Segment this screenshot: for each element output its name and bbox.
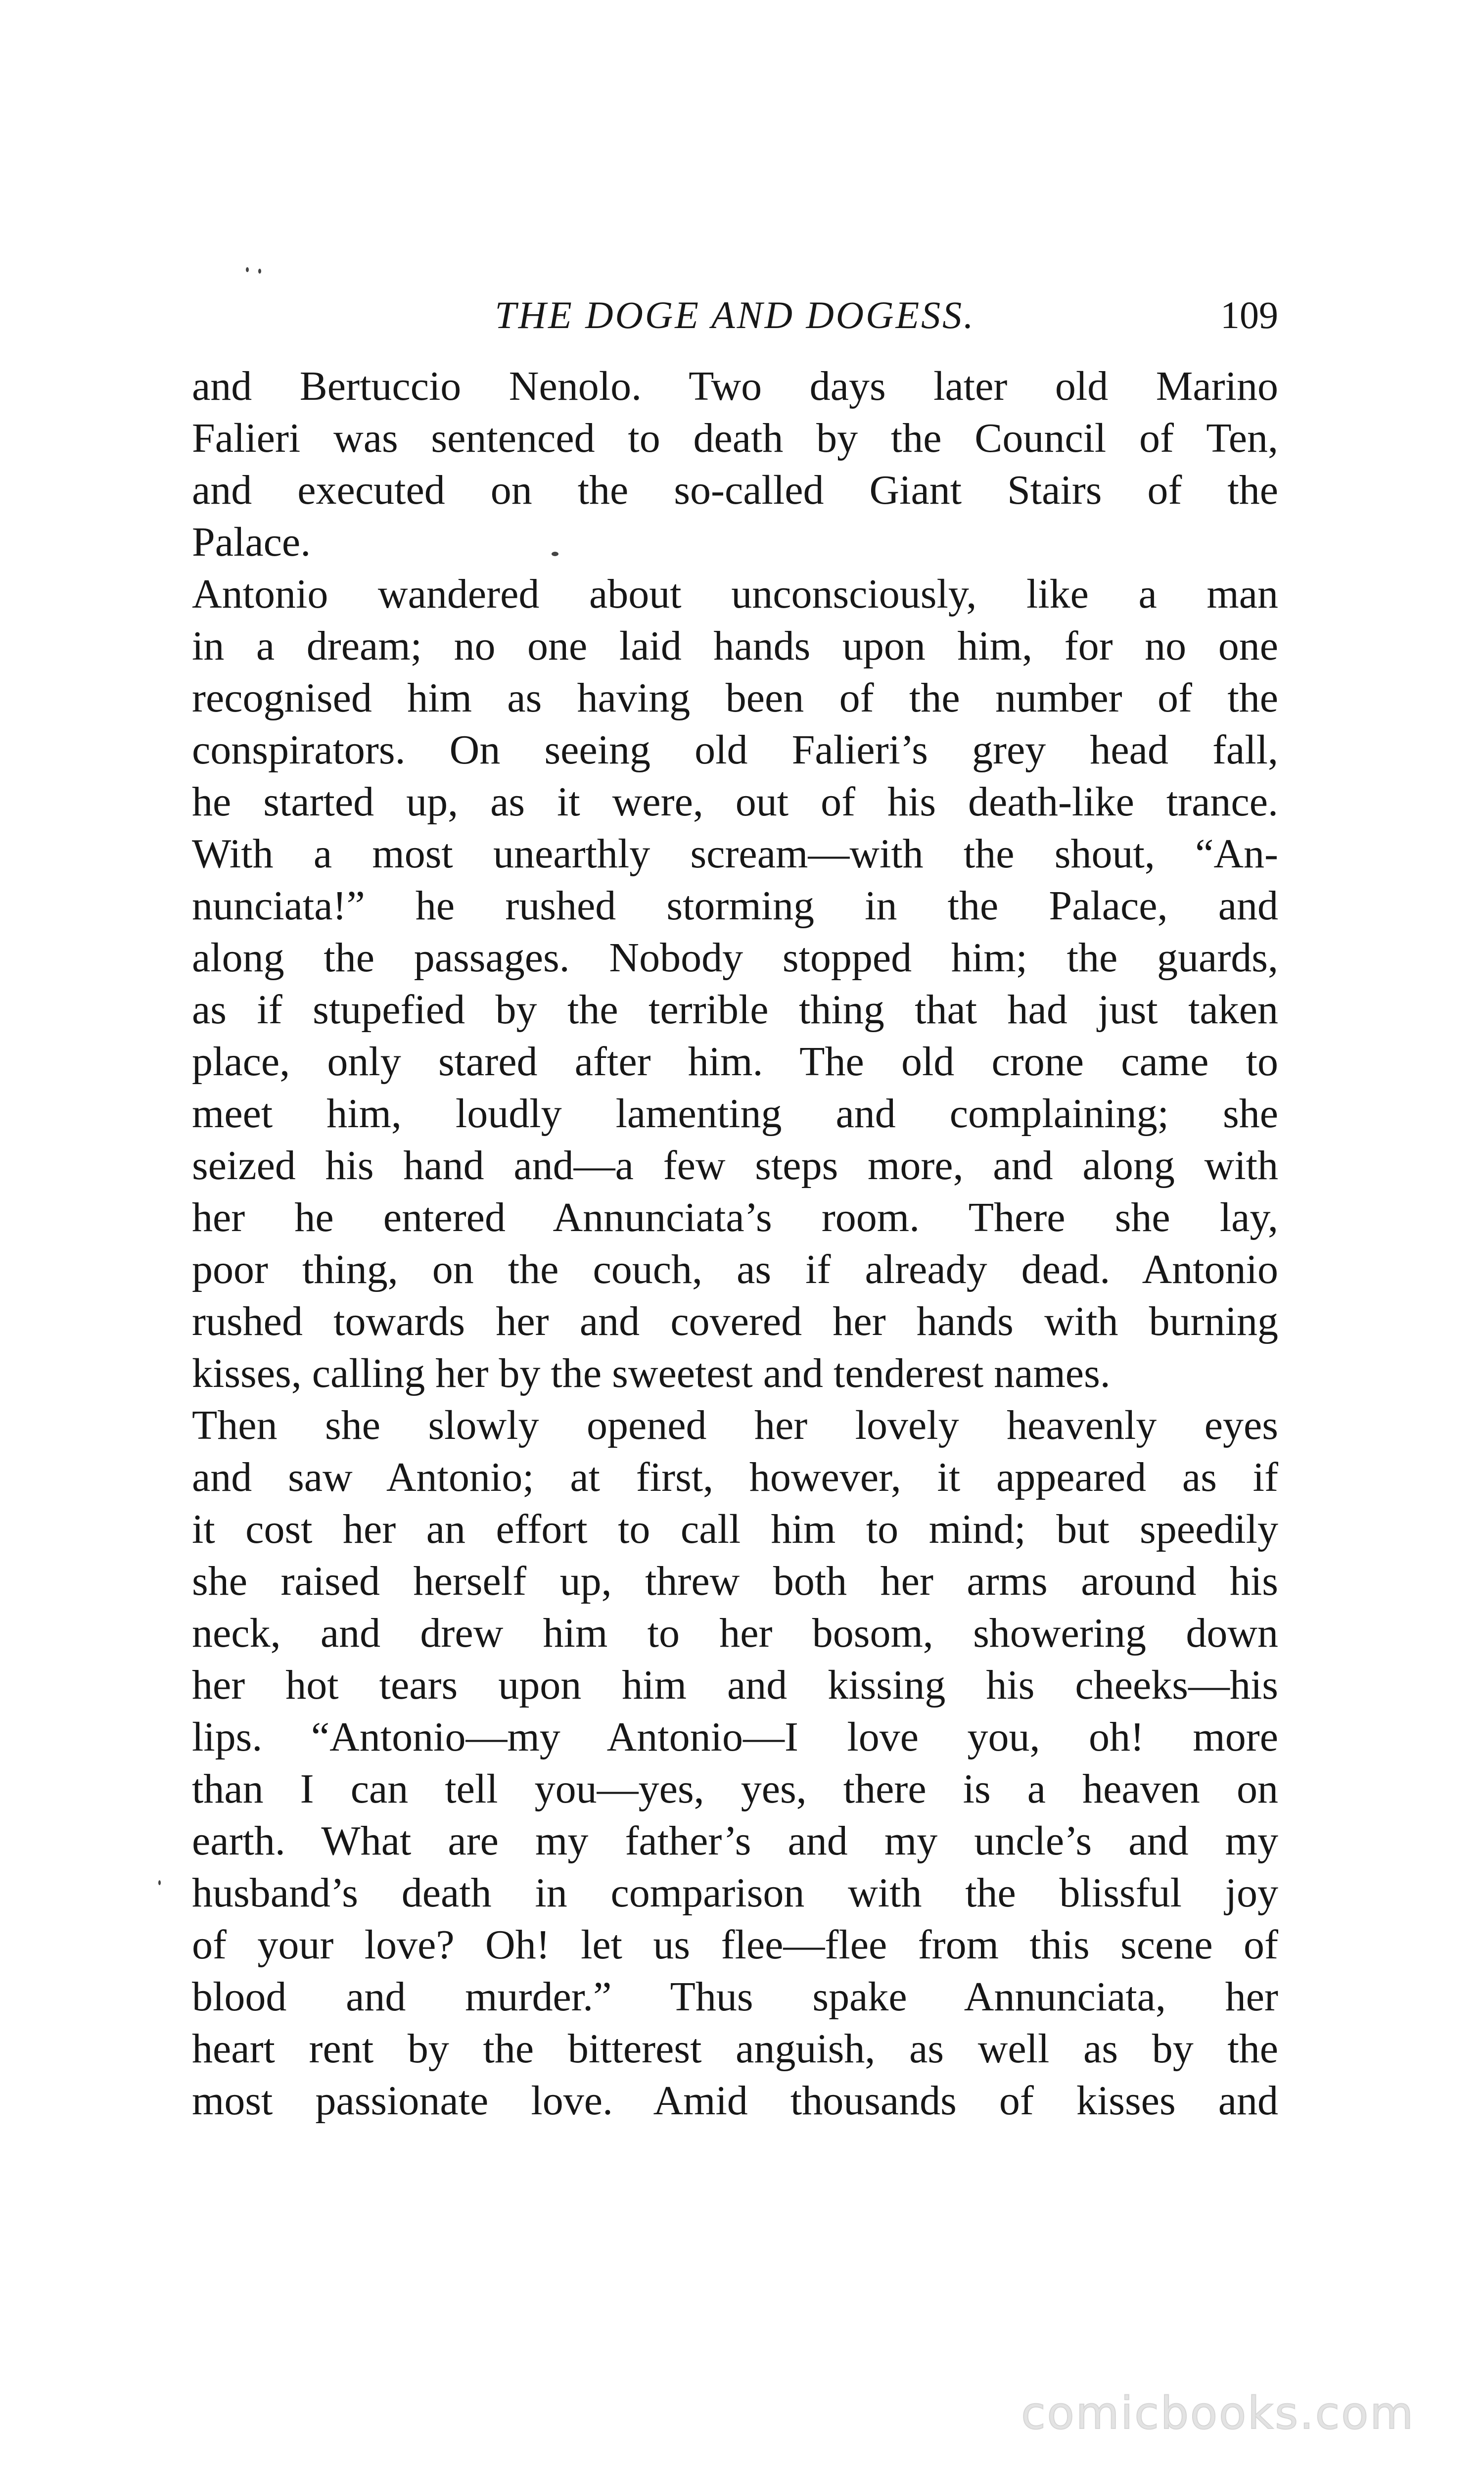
text-line: neck, and drew him to her bosom, showering down bbox=[192, 1610, 1278, 1656]
text-line: meet him, loudly lamenting and complaining; she bbox=[192, 1091, 1278, 1137]
text-line: most passionate love. Amid thousands of kisses and bbox=[192, 2078, 1278, 2124]
text-line: than I can tell you—yes, yes, there is a heaven on bbox=[192, 1766, 1278, 1812]
paragraph-start-line: Then she slowly opened her lovely heavenly eyes bbox=[192, 1402, 1278, 1448]
text-line: she raised herself up, threw both her arms around his bbox=[192, 1558, 1278, 1604]
text-line: lips. “Antonio—my Antonio—I love you, oh! more bbox=[192, 1714, 1278, 1760]
page-number: 109 bbox=[1220, 293, 1278, 336]
ink-speck bbox=[246, 267, 249, 272]
text-line: her he entered Annunciata’s room. There she lay, bbox=[192, 1194, 1278, 1240]
text-line: place, only stared after him. The old crone came to bbox=[192, 1039, 1278, 1085]
text-line: recognised him as having been of the number of the bbox=[192, 675, 1278, 721]
running-title: THE DOGE AND DOGESS. bbox=[495, 293, 975, 336]
text-line: it cost her an effort to call him to mind; but speedily bbox=[192, 1506, 1278, 1552]
text-line: Palace. bbox=[192, 519, 311, 565]
text-line: seized his hand and—a few steps more, and along with bbox=[192, 1142, 1278, 1189]
watermark: comicbooks.com bbox=[1021, 2387, 1415, 2439]
text-line: husband’s death in comparison with the blissful joy bbox=[192, 1870, 1278, 1916]
text-line: kisses, calling her by the sweetest and tenderest names. bbox=[192, 1350, 1111, 1396]
text-line: nunciata!” he rushed storming in the Palace, and bbox=[192, 883, 1278, 929]
text-line: and saw Antonio; at first, however, it appeared as if bbox=[192, 1454, 1278, 1500]
text-line: he started up, as it were, out of his death-like trance. bbox=[192, 779, 1278, 825]
text-line: With a most unearthly scream—with the shout, “An- bbox=[192, 831, 1278, 877]
text-line: her hot tears upon him and kissing his cheeks—his bbox=[192, 1662, 1278, 1708]
text-line: Falieri was sentenced to death by the Council of Ten, bbox=[192, 415, 1278, 461]
text-line: earth. What are my father’s and my uncle’s and my bbox=[192, 1818, 1278, 1864]
text-line: and executed on the so-called Giant Stairs of the bbox=[192, 467, 1278, 513]
text-body bbox=[192, 360, 1278, 2127]
text-line: in a dream; no one laid hands upon him, for no one bbox=[192, 623, 1278, 669]
text-line: heart rent by the bitterest anguish, as well as by the bbox=[192, 2026, 1278, 2072]
ink-speck bbox=[258, 269, 261, 274]
text-line: rushed towards her and covered her hands with burning bbox=[192, 1298, 1278, 1344]
text-line: blood and murder.” Thus spake Annunciata, her bbox=[192, 1974, 1278, 2020]
text-line: poor thing, on the couch, as if already dead. Antonio bbox=[192, 1246, 1278, 1292]
text-line: and Bertuccio Nenolo. Two days later old Marino bbox=[192, 363, 1278, 409]
text-line: as if stupefied by the terrible thing that had just taken bbox=[192, 987, 1278, 1033]
text-line: along the passages. Nobody stopped him; the guards, bbox=[192, 935, 1278, 981]
text-line: of your love? Oh! let us flee—flee from this scene of bbox=[192, 1922, 1278, 1968]
paragraph-start-line: Antonio wandered about unconsciously, like a man bbox=[192, 571, 1278, 617]
ink-speck bbox=[158, 1880, 161, 1885]
running-head bbox=[192, 288, 1278, 342]
text-line: conspirators. On seeing old Falieri’s grey head fall, bbox=[192, 727, 1278, 773]
